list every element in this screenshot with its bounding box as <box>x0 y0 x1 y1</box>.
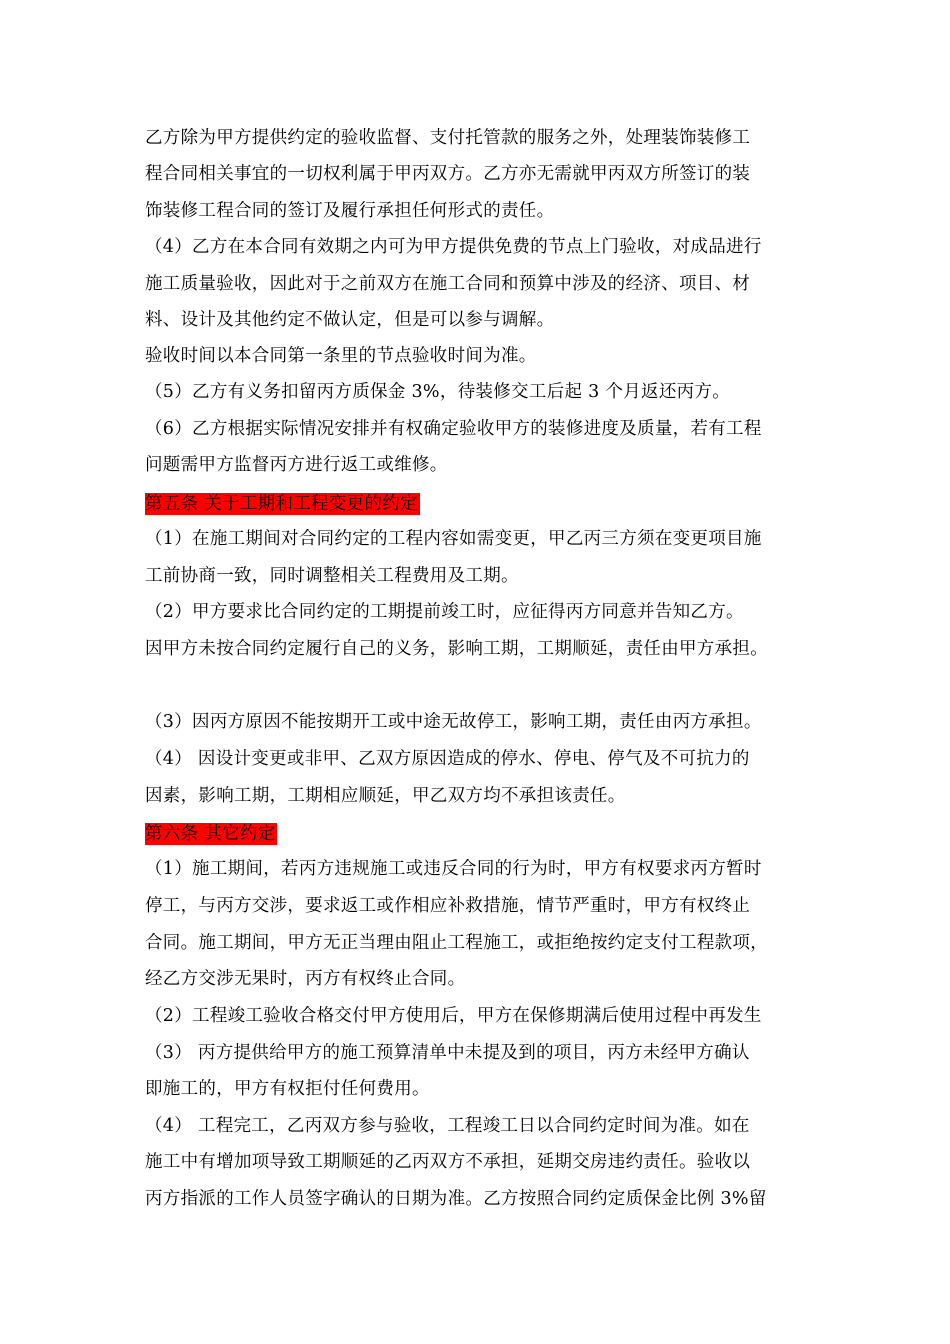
paragraph-line: 验收时间以本合同第一条里的节点验收时间为准。 <box>145 346 537 366</box>
section-heading-article-6 <box>145 822 277 846</box>
paragraph-line: 工前协商一致，同时调整相关工程费用及工期。 <box>145 566 519 586</box>
paragraph-line: （4）乙方在本合同有效期之内可为甲方提供免费的节点上门验收，对成品进行 <box>145 237 762 257</box>
paragraph-line: 因甲方未按合同约定履行自己的义务，影响工期，工期顺延，责任由甲方承担。 <box>145 639 768 659</box>
paragraph-line: 合同。施工期间，甲方无正当理由阻止工程施工，或拒绝按约定支付工程款项， <box>145 933 768 953</box>
paragraph-line: 丙方指派的工作人员签字确认的日期为准。乙方按照合同约定质保金比例 3%留 <box>145 1189 767 1209</box>
paragraph-line: （1）施工期间，若丙方违规施工或违反合同的行为时，甲方有权要求丙方暂时 <box>145 859 762 879</box>
paragraph-line: （4） 因设计变更或非甲、乙双方原因造成的停水、停电、停气及不可抗力的 <box>145 749 750 769</box>
paragraph-line: 料、设计及其他约定不做认定，但是可以参与调解。 <box>145 310 555 330</box>
paragraph-line: （2）工程竣工验收合格交付甲方使用后，甲方在保修期满后使用过程中再发生 <box>145 1006 762 1026</box>
paragraph-line: （3） 丙方提供给甲方的施工预算清单中未提及到的项目，丙方未经甲方确认 <box>145 1043 750 1063</box>
highlighted-heading-text: 第五条 关于工期和工程变更的约定 <box>145 494 418 514</box>
paragraph-line: 饰装修工程合同的签订及履行承担任何形式的责任。 <box>145 201 555 221</box>
paragraph-line: 施工质量验收，因此对于之前双方在施工合同和预算中涉及的经济、项目、材 <box>145 274 751 294</box>
paragraph-line: 问题需甲方监督丙方进行返工或维修。 <box>145 455 448 475</box>
highlighted-heading-text: 第六条 其它约定 <box>145 824 276 844</box>
section-heading-article-5 <box>145 492 420 516</box>
paragraph-line: 停工，与丙方交涉，要求返工或作相应补救措施，情节严重时，甲方有权终止 <box>145 896 751 916</box>
paragraph-line: 因素，影响工期，工期相应顺延，甲乙双方均不承担该责任。 <box>145 786 626 806</box>
paragraph-line: 乙方除为甲方提供约定的验收监督、支付托管款的服务之外，处理装饰装修工 <box>145 128 751 148</box>
paragraph-line: 即施工的，甲方有权拒付任何费用。 <box>145 1079 430 1099</box>
paragraph-line: 施工中有增加项导致工期顺延的乙丙双方不承担，延期交房违约责任。验收以 <box>145 1152 751 1172</box>
paragraph-line: （6）乙方根据实际情况安排并有权确定验收甲方的装修进度及质量，若有工程 <box>145 419 762 439</box>
paragraph-line: （3）因丙方原因不能按期开工或中途无故停工，影响工期，责任由丙方承担。 <box>145 712 762 732</box>
paragraph-line: 程合同相关事宜的一切权利属于甲丙双方。乙方亦无需就甲丙双方所签订的装 <box>145 164 751 184</box>
paragraph-line: （2）甲方要求比合同约定的工期提前竣工时，应征得丙方同意并告知乙方。 <box>145 602 744 622</box>
paragraph-line: （5）乙方有义务扣留丙方质保金 3%，待装修交工后起 3 个月返还丙方。 <box>145 382 731 402</box>
paragraph-line: （1）在施工期间对合同约定的工程内容如需变更，甲乙丙三方须在变更项目施 <box>145 529 762 549</box>
paragraph-line: 经乙方交涉无果时，丙方有权终止合同。 <box>145 969 466 989</box>
paragraph-line: （4） 工程完工，乙丙双方参与验收，工程竣工日以合同约定时间为准。如在 <box>145 1116 750 1136</box>
